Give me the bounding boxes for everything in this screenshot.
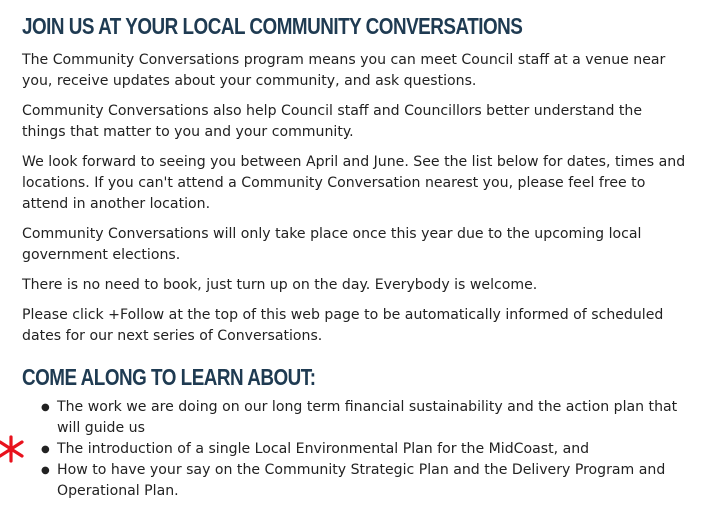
page-title: JOIN US AT YOUR LOCAL COMMUNITY CONVERSATIONS (22, 13, 523, 39)
list-item (41, 460, 690, 502)
bullet-icon: ● (41, 465, 50, 476)
purpose-paragraph: Community Conversations also help Council staff and Councillors better understand the things that matter to you and your community. (22, 103, 643, 140)
schedule-paragraph: We look forward to seeing you between April and June. See the list below for dates, times and locations. If you can't attend a Community Conversation nearest you, please feel free to attend in another location. (22, 154, 686, 212)
booking-paragraph: There is no need to book, just turn up on the day. Everybody is welcome. (22, 277, 538, 293)
bullet-icon: ● (41, 444, 50, 455)
list-item (41, 397, 690, 439)
learn-list (22, 397, 690, 502)
learn-heading: COME ALONG TO LEARN ABOUT: (22, 364, 316, 390)
list-item-text: The work we are doing on our long term financial sustainability and the action plan that will guide us (57, 399, 678, 436)
list-item (41, 439, 690, 460)
list-item-text: The introduction of a single Local Environmental Plan for the MidCoast, and (57, 441, 590, 457)
bullet-icon: ● (41, 402, 50, 413)
list-item-text: How to have your say on the Community Strategic Plan and the Delivery Program and Operational Plan. (57, 462, 666, 499)
follow-paragraph: Please click +Follow at the top of this web page to be automatically informed of scheduled dates for our next series of Conversations. (22, 307, 664, 344)
intro-paragraph: The Community Conversations program means you can meet Council staff at a venue near you, receive updates about your community, and ask questions. (22, 52, 666, 89)
elections-paragraph: Community Conversations will only take place once this year due to the upcoming local government elections. (22, 226, 642, 263)
red-asterisk-icon (0, 434, 26, 464)
article-content (22, 12, 690, 502)
